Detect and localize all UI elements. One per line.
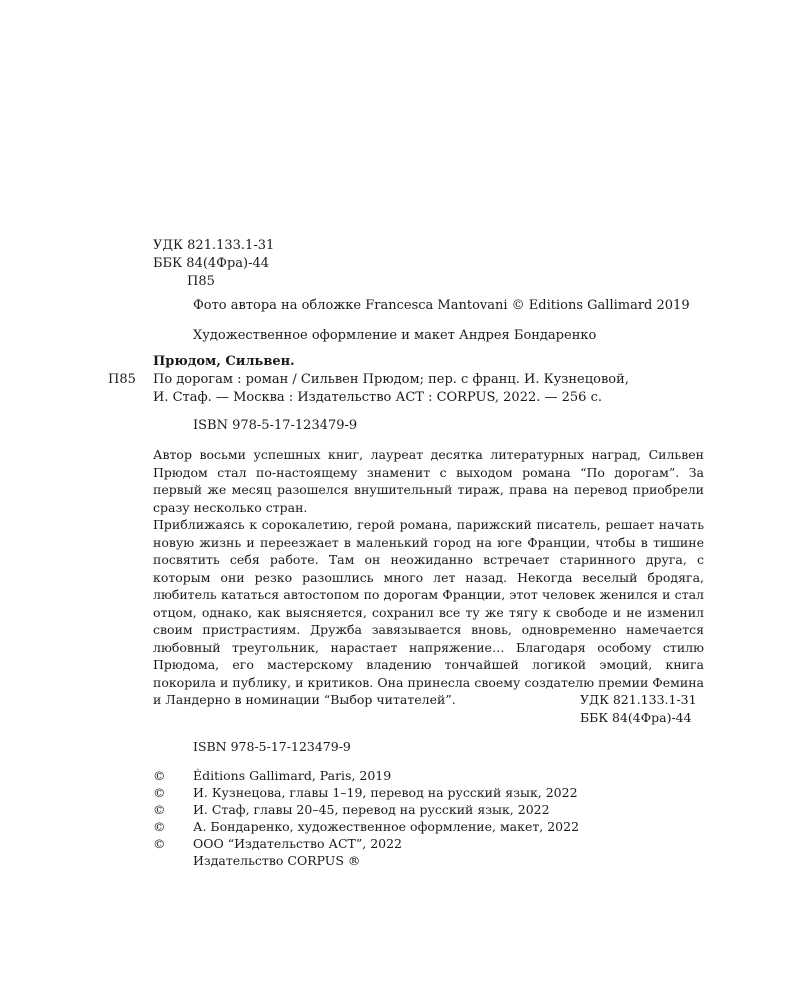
credits-photo-block [193,297,753,315]
isbn-bottom: ISBN 978-5-17-123479-9 [193,739,351,754]
copyright-text: ООО “Издательство АСТ”, 2022 [193,836,403,851]
copyright-text: А. Бондаренко, художественное оформление, макет, 2022 [193,819,580,834]
copyright-symbol: © [153,802,166,817]
udk-code: УДК 821.133.1-31 [153,238,275,253]
credits-design-block [193,327,753,345]
copyright-row [153,767,713,784]
copyright-symbol: © [153,819,166,834]
design-credit: Художественное оформление и макет Андрея Бондаренко [193,328,597,343]
classification-block-top [153,237,453,291]
copyright-row [153,835,713,852]
bibliographic-record [153,353,713,407]
author-heading: Прюдом, Сильвен. [153,354,295,369]
udk-code-bottom: УДК 821.133.1-31 [580,692,697,707]
biblio-line-2: И. Стаф. — Москва : Издательство АСТ : CORPUS, 2022. — 256 с. [153,390,602,405]
classification-block-bottom [580,691,760,727]
book-annotation [153,446,704,709]
isbn-top: ISBN 978-5-17-123479-9 [193,418,358,433]
copyright-row [153,818,713,835]
bbk-code: ББК 84(4Фра)-44 [153,256,270,271]
copyright-text: И. Стаф, главы 20–45, перевод на русский язык, 2022 [193,802,550,817]
annotation-paragraph-1: Автор восьми успешных книг, лауреат десятка литературных наград, Сильвен Прюдом стал по-настоящему знаменит с выходом романа “По дорогам”. За первый же месяц разошелся внушительный тираж, права на перевод приобрели сразу несколько стран. [153,447,704,515]
copyright-row [153,801,713,818]
biblio-code: П85 [108,372,136,387]
photo-credit: Фото автора на обложке Francesca Mantovani © Editions Gallimard 2019 [193,298,690,313]
copyright-row [153,784,713,801]
copyright-symbol: © [153,836,166,851]
copyright-text: Éditions Gallimard, Paris, 2019 [193,768,392,783]
annotation-paragraph-2: Приближаясь к сорокалетию, герой романа, парижский писатель, решает начать новую жизнь и переезжает в маленький город на юге Франции, чтобы в тишине посвятить себя работе. Там он неожиданно встречает старинного друга, с которым они резко разошлись много лет назад. Некогда веселый бродяга, любитель кататься автостопом по дорогам Франции, этот человек женился и стал отцом, однако, как выясняется, сохранил все ту же тягу к свободе и не изменил своим пристрастиям. Дружба завязывается вновь, одновременно намечается любовный треугольник, нарастает напряжение… Благодаря особому стилю Прюдома, его мастерскому владению тончайшей логикой эмоций, книга покорила и публику, и критиков. Она принесла своему создателю премии Фемина и Ландерно в номинации “Выбор читателей”. [153,517,704,707]
author-mark: П85 [187,274,215,289]
copyright-symbol: © [153,768,166,783]
biblio-line-1: По дорогам : роман / Сильвен Прюдом; пер. с франц. И. Кузнецовой, [153,372,629,387]
copyright-text: И. Кузнецова, главы 1–19, перевод на русский язык, 2022 [193,785,578,800]
copyright-symbol: © [153,785,166,800]
bbk-code-bottom: ББК 84(4Фра)-44 [580,710,692,725]
copyright-row [153,852,713,869]
copyright-list [153,767,713,869]
copyright-text: Издательство CORPUS ® [193,853,361,868]
